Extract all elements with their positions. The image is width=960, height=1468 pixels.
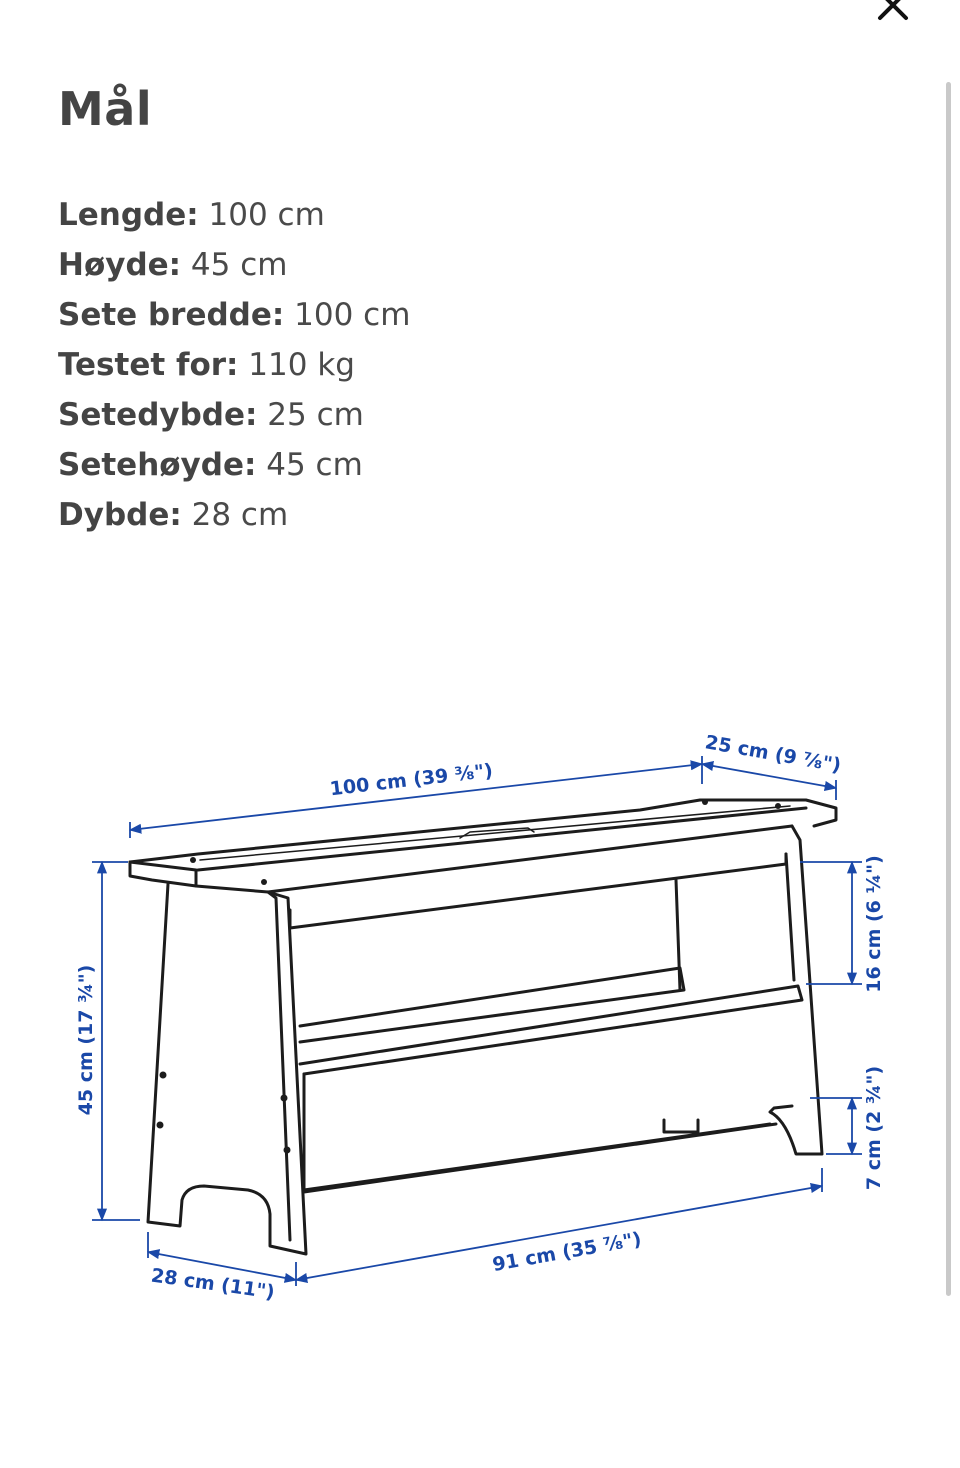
dimension-lines (92, 756, 862, 1286)
spec-seat-depth: Setedybde: 25 cm (58, 397, 364, 433)
spec-height: Høyde: 45 cm (58, 247, 288, 283)
spec-tested-for: Testet for: 110 kg (58, 347, 355, 383)
spec-seat-height: Setehøyde: 45 cm (58, 447, 363, 483)
dim-lower-gap: 7 cm (2 ¾") (863, 1065, 885, 1191)
close-icon (872, 0, 914, 28)
scrollbar[interactable] (946, 82, 951, 1296)
dim-depth: 28 cm (11") (149, 1264, 276, 1304)
spec-depth: Dybde: 28 cm (58, 497, 289, 533)
dim-height: 45 cm (17 ¾") (75, 964, 97, 1116)
close-button[interactable] (872, 0, 914, 28)
spec-length: Lengde: 100 cm (58, 197, 325, 233)
dim-upper-gap: 16 cm (6 ¼") (863, 855, 885, 993)
page-title: Mål (58, 82, 153, 136)
dimension-list (58, 190, 410, 540)
dim-top-length: 100 cm (39 ⅜") (328, 759, 495, 801)
spec-seat-width: Sete bredde: 100 cm (58, 297, 411, 333)
screw-holes (157, 799, 782, 1154)
bench-dimension-drawing (60, 720, 885, 1330)
dim-bottom-length: 91 cm (35 ⅞") (490, 1228, 644, 1277)
dim-seat-depth: 25 cm (9 ⅞") (703, 731, 843, 777)
bench-outline (130, 800, 836, 1254)
